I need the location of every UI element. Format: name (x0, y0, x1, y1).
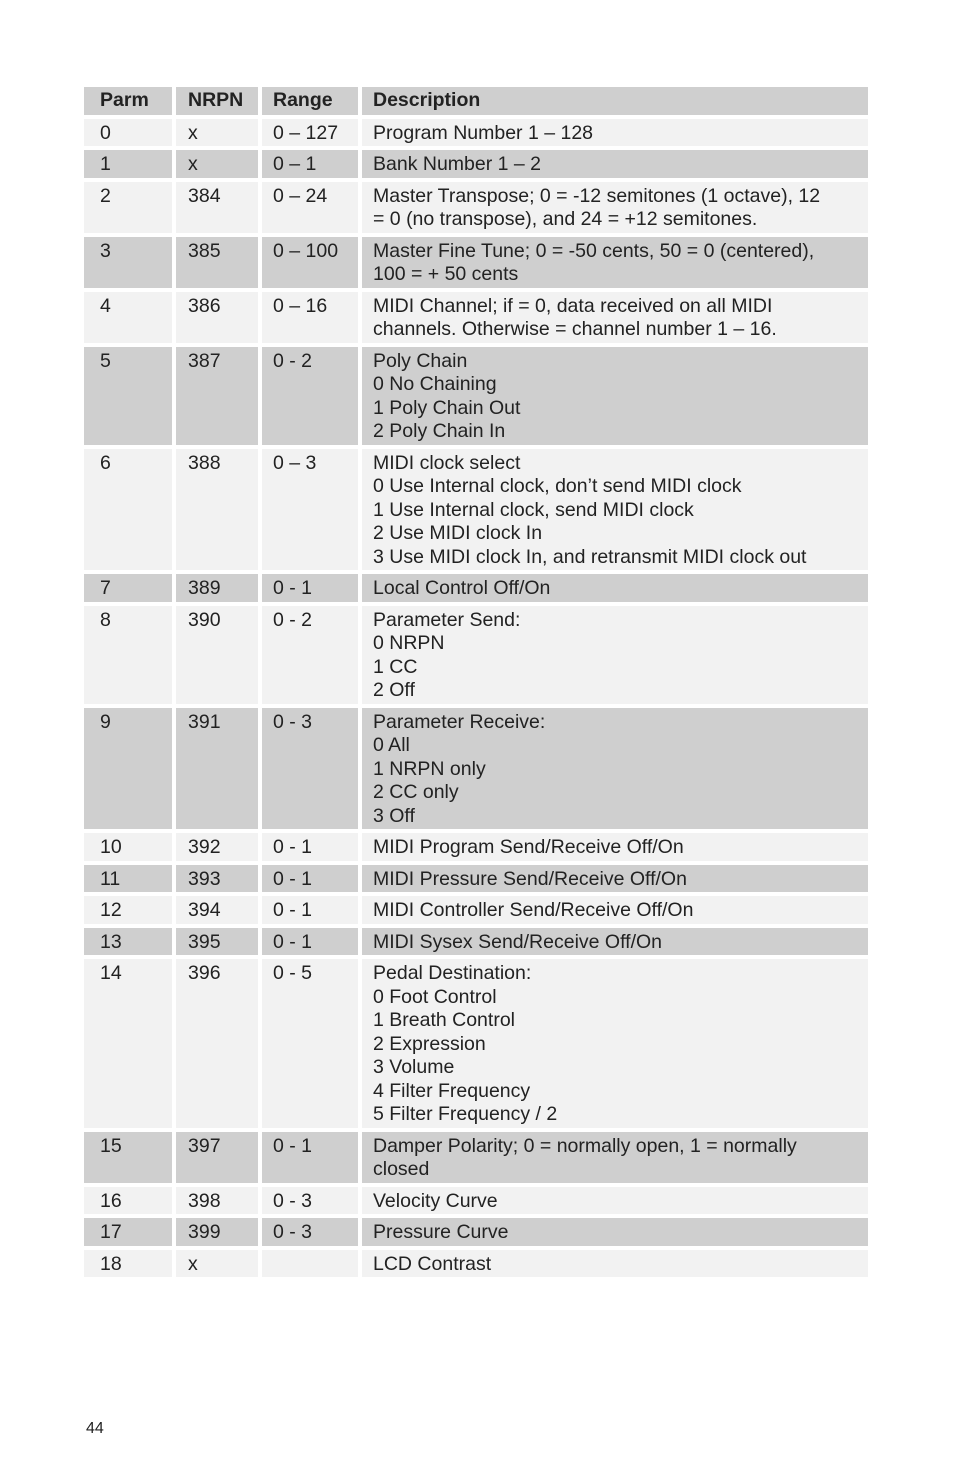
description-line: 5 Filter Frequency / 2 (373, 1103, 558, 1125)
description-line: Pressure Curve (373, 1221, 509, 1243)
table-cell-description (362, 292, 868, 343)
description-line: 1 Poly Chain Out (373, 396, 521, 419)
table-cell-parm: 2 (84, 182, 172, 233)
table-cell-description (362, 1250, 868, 1278)
table-cell-nrpn: 389 (176, 574, 258, 602)
header-nrpn: NRPN (176, 87, 258, 115)
table-cell-range: 0 - 3 (262, 1187, 358, 1215)
table-cell-nrpn: 386 (176, 292, 258, 343)
table-cell-parm: 10 (84, 833, 172, 861)
table-cell-range: 0 - 1 (262, 833, 358, 861)
table-cell-range: 0 – 100 (262, 237, 358, 288)
description-line: 2 Use MIDI clock In (373, 522, 543, 544)
table-cell-range: 0 – 24 (262, 182, 358, 233)
table-cell-range: 0 - 2 (262, 606, 358, 704)
description-line: MIDI Controller Send/Receive Off/On (373, 899, 694, 921)
table-cell-description (362, 119, 868, 147)
table-cell-description (362, 449, 868, 571)
table-cell-parm: 11 (84, 865, 172, 893)
description-line: 4 Filter Frequency (373, 1079, 531, 1102)
description-line: MIDI Program Send/Receive Off/On (373, 836, 684, 858)
table-cell-parm: 14 (84, 959, 172, 1128)
table-cell-nrpn: 387 (176, 347, 258, 445)
table-cell-nrpn: 394 (176, 896, 258, 924)
table-cell-parm: 1 (84, 150, 172, 178)
description-line: 1 NRPN only (373, 757, 486, 780)
description-line: LCD Contrast (373, 1252, 492, 1275)
page-number: 44 (86, 1420, 104, 1437)
table-cell-nrpn: 392 (176, 833, 258, 861)
table-cell-nrpn: 397 (176, 1132, 258, 1183)
table-cell-nrpn: 393 (176, 865, 258, 893)
table-cell-nrpn: 396 (176, 959, 258, 1128)
description-line: Parameter Receive: (373, 710, 546, 733)
description-line: Master Fine Tune; 0 = -50 cents, 50 = 0 (centered), (373, 239, 815, 262)
description-line: MIDI Sysex Send/Receive Off/On (373, 930, 663, 953)
table-cell-parm: 4 (84, 292, 172, 343)
table-cell-nrpn: 390 (176, 606, 258, 704)
description-line: Bank Number 1 – 2 (373, 153, 542, 175)
table-cell-nrpn: 384 (176, 182, 258, 233)
table-cell-nrpn: 395 (176, 928, 258, 956)
table-cell-nrpn: x (176, 150, 258, 178)
table-cell-description (362, 347, 868, 445)
description-line: 0 All (373, 734, 410, 756)
table-cell-parm: 3 (84, 237, 172, 288)
description-line: 1 Use Internal clock, send MIDI clock (373, 498, 694, 521)
description-line: Velocity Curve (373, 1189, 498, 1212)
table-cell-description (362, 606, 868, 704)
table-cell-range: 0 – 16 (262, 292, 358, 343)
description-line: 3 Off (373, 804, 415, 827)
table-cell-nrpn: x (176, 1250, 258, 1278)
table-cell-range: 0 – 3 (262, 449, 358, 571)
table-cell-description (362, 896, 868, 924)
description-line: 1 CC (373, 655, 418, 678)
description-line: Poly Chain (373, 349, 468, 372)
table-cell-description (362, 865, 868, 893)
description-line: 2 Poly Chain In (373, 420, 506, 442)
table-cell-parm: 17 (84, 1218, 172, 1246)
description-line: MIDI clock select (373, 451, 521, 474)
table-cell-parm: 7 (84, 574, 172, 602)
table-cell-range: 0 - 1 (262, 928, 358, 956)
description-line: Local Control Off/On (373, 577, 551, 599)
description-line: 0 Use Internal clock, don’t send MIDI clock (373, 475, 742, 497)
table-cell-parm: 0 (84, 119, 172, 147)
table-cell-parm: 9 (84, 708, 172, 830)
description-line: 1 Breath Control (373, 1009, 515, 1031)
description-line: Damper Polarity; 0 = normally open, 1 = normally (373, 1134, 797, 1157)
table-cell-range: 0 - 1 (262, 574, 358, 602)
description-line: MIDI Pressure Send/Receive Off/On (373, 867, 687, 890)
table-cell-description (362, 150, 868, 178)
table-cell-description (362, 928, 868, 956)
description-line: 2 CC only (373, 781, 459, 803)
table-cell-description (362, 237, 868, 288)
description-line: 0 No Chaining (373, 373, 497, 395)
table-cell-parm: 13 (84, 928, 172, 956)
table-cell-description (362, 1187, 868, 1215)
table-cell-parm: 8 (84, 606, 172, 704)
table-cell-range: 0 - 3 (262, 1218, 358, 1246)
table-cell-range (262, 1250, 358, 1278)
table-cell-range: 0 - 2 (262, 347, 358, 445)
description-line: 100 = + 50 cents (373, 263, 519, 285)
description-line: Pedal Destination: (373, 962, 532, 984)
header-parm: Parm (84, 87, 172, 115)
table-cell-range: 0 - 1 (262, 896, 358, 924)
table-cell-nrpn: 385 (176, 237, 258, 288)
table-cell-parm: 18 (84, 1250, 172, 1278)
table-cell-description (362, 1132, 868, 1183)
description-line: 2 Off (373, 679, 415, 701)
description-line: = 0 (no transpose), and 24 = +12 semitones. (373, 208, 758, 230)
table-cell-parm: 12 (84, 896, 172, 924)
table-cell-nrpn: 398 (176, 1187, 258, 1215)
table-cell-nrpn: 399 (176, 1218, 258, 1246)
table-cell-range: 0 - 3 (262, 708, 358, 830)
table-cell-parm: 15 (84, 1132, 172, 1183)
table-cell-range: 0 - 1 (262, 1132, 358, 1183)
table-cell-description (362, 182, 868, 233)
description-line: channels. Otherwise = channel number 1 – 16. (373, 318, 777, 340)
table-cell-range: 0 – 1 (262, 150, 358, 178)
description-line: 0 NRPN (373, 632, 445, 654)
table-cell-description (362, 574, 868, 602)
table-cell-nrpn: x (176, 119, 258, 147)
table-cell-description (362, 708, 868, 830)
description-line: Master Transpose; 0 = -12 semitones (1 octave), 12 (373, 184, 821, 207)
table-cell-nrpn: 391 (176, 708, 258, 830)
description-line: Program Number 1 – 128 (373, 121, 594, 144)
table-cell-parm: 16 (84, 1187, 172, 1215)
description-line: closed (373, 1158, 430, 1180)
parameter-table (84, 87, 868, 1277)
table-cell-range: 0 - 1 (262, 865, 358, 893)
description-line: MIDI Channel; if = 0, data received on all MIDI (373, 294, 773, 317)
description-line: Parameter Send: (373, 608, 521, 631)
table-cell-parm: 6 (84, 449, 172, 571)
table-cell-description (362, 959, 868, 1128)
table-cell-description (362, 1218, 868, 1246)
description-line: 0 Foot Control (373, 985, 497, 1008)
description-line: 2 Expression (373, 1032, 486, 1055)
table-cell-range: 0 - 5 (262, 959, 358, 1128)
header-description: Description (362, 87, 868, 115)
description-line: 3 Volume (373, 1056, 455, 1078)
table-cell-parm: 5 (84, 347, 172, 445)
header-range: Range (262, 87, 358, 115)
table-cell-description (362, 833, 868, 861)
description-line: 3 Use MIDI clock In, and retransmit MIDI clock out (373, 545, 807, 568)
table-cell-nrpn: 388 (176, 449, 258, 571)
table-cell-range: 0 – 127 (262, 119, 358, 147)
